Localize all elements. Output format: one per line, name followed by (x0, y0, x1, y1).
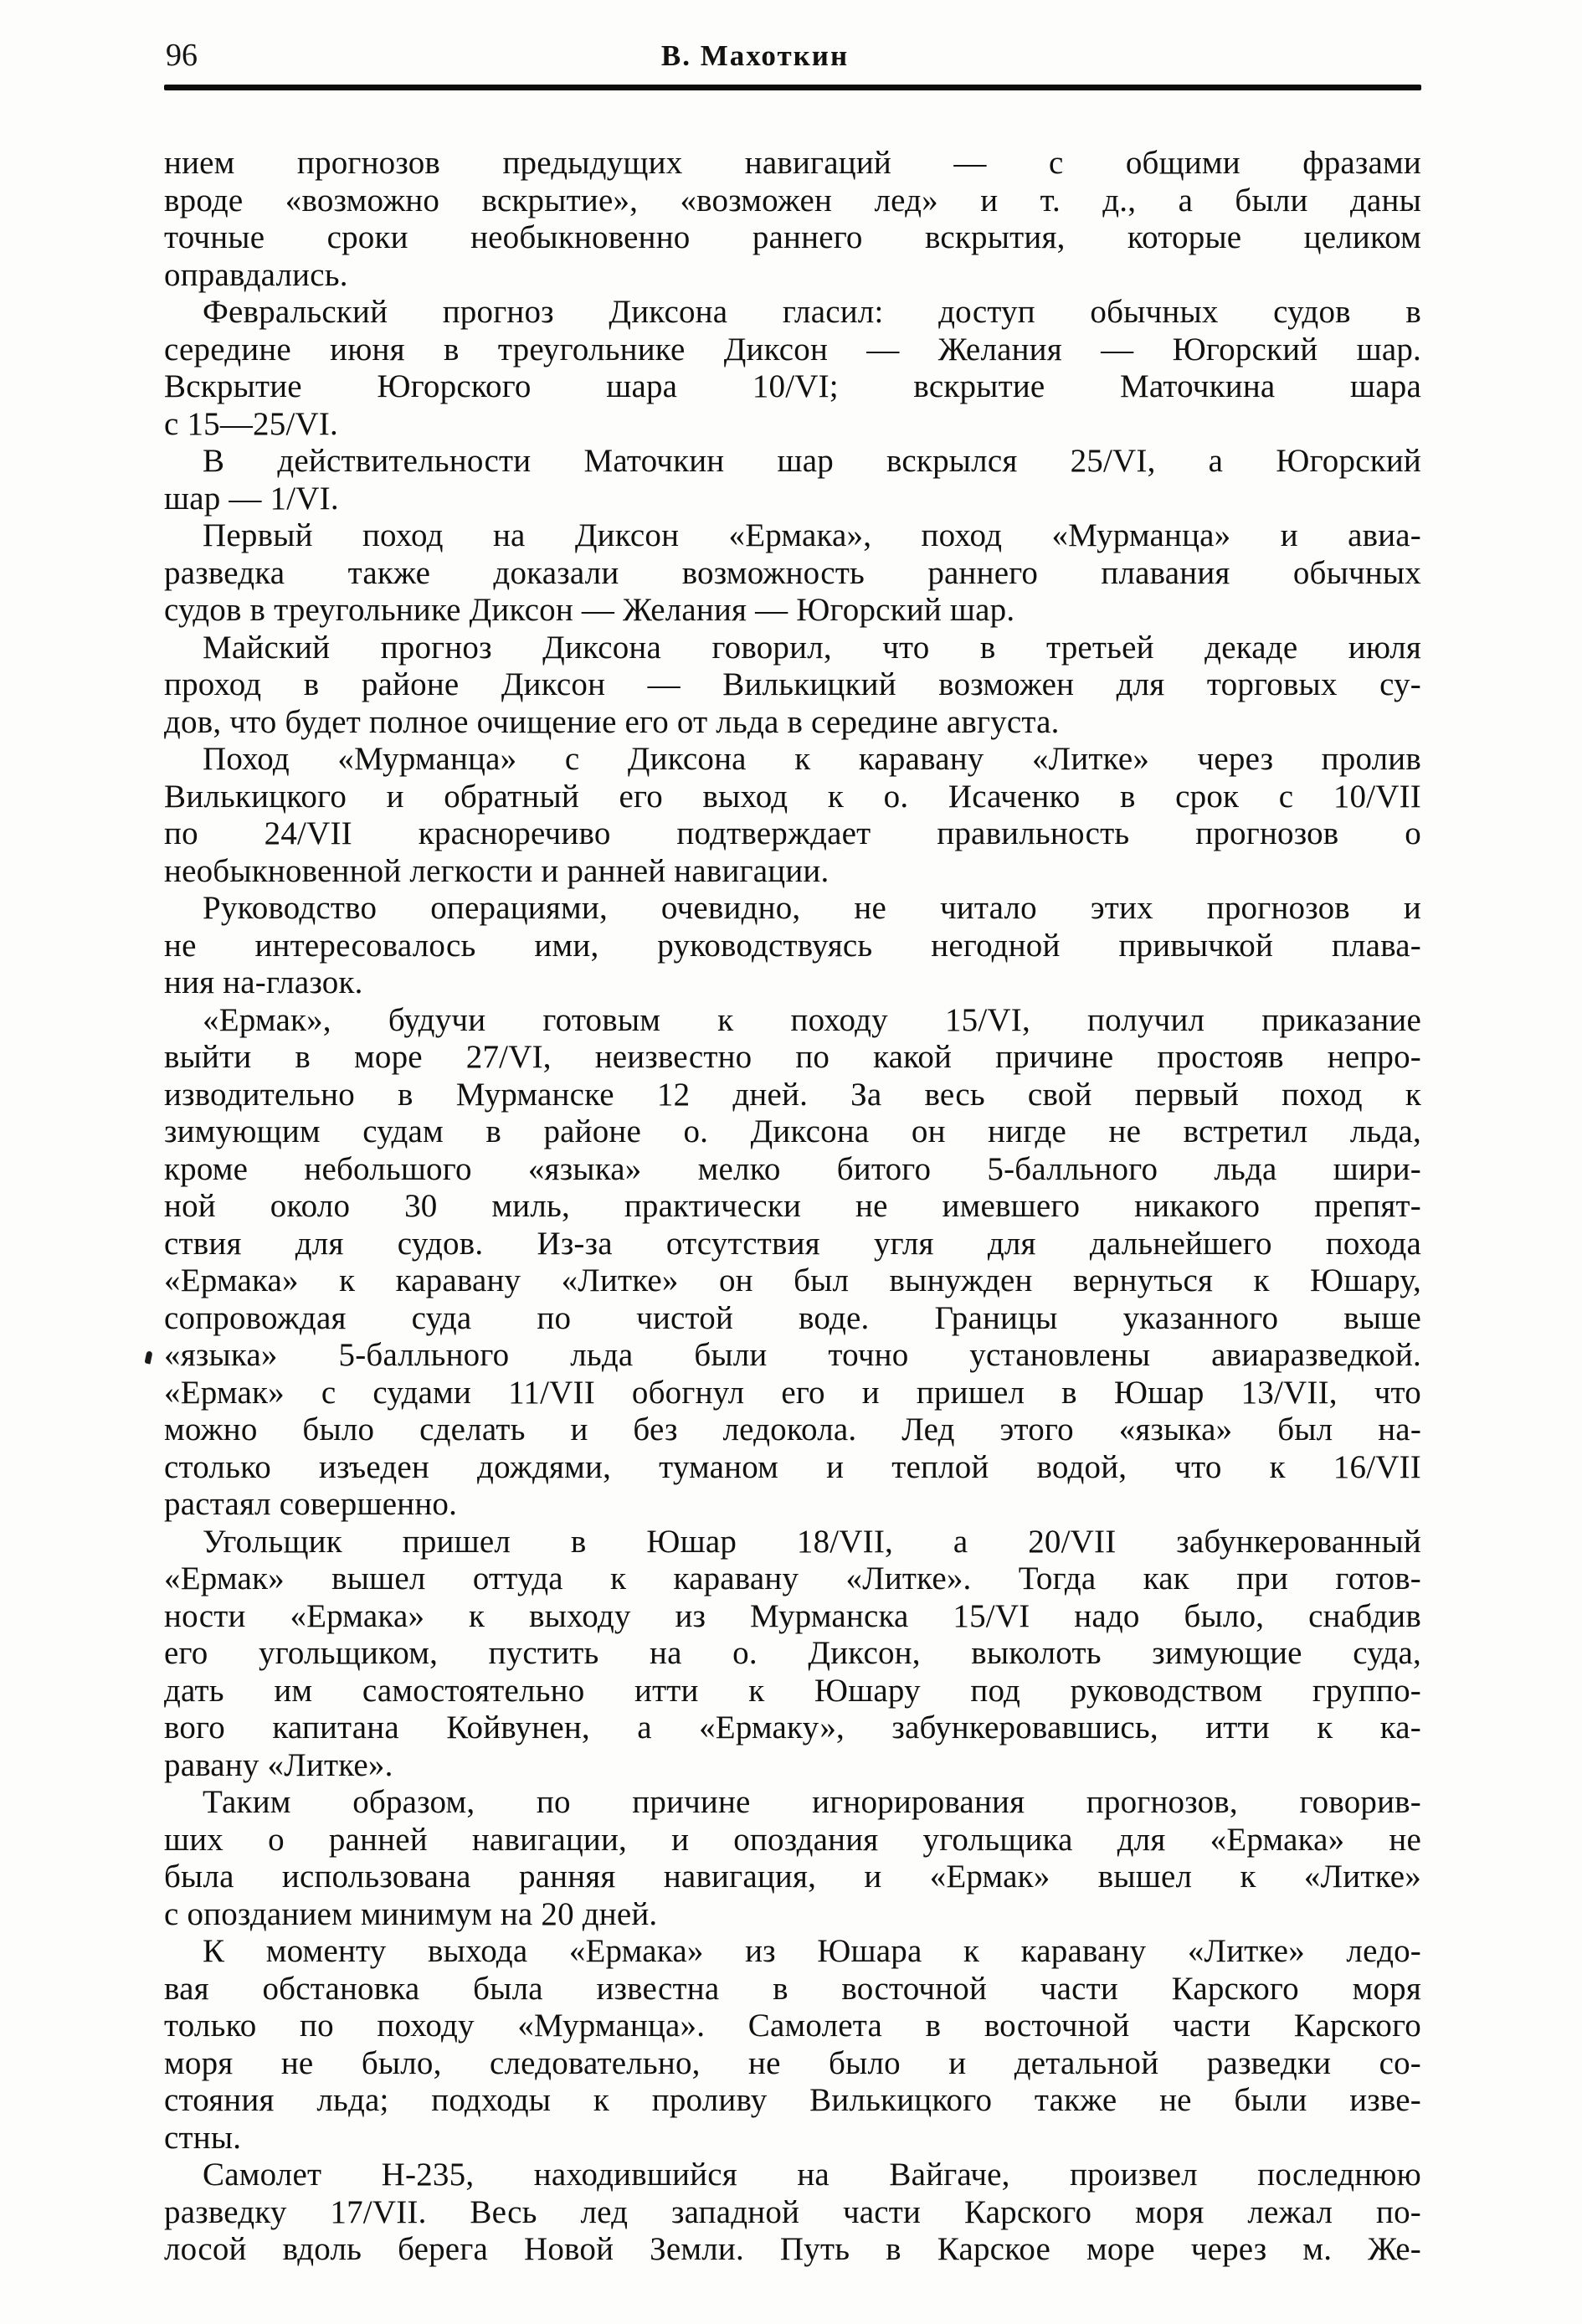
running-title: В. Махоткин (660, 39, 850, 72)
text-line: Майский прогноз Диксона говорил, что в третьей декаде июля (203, 629, 1421, 666)
text-line: проход в районе Диксон — Вилькицкий возможен для торговых су- (164, 666, 1421, 702)
text-line: с опозданием минимум на 20 дней. (164, 1895, 658, 1932)
text-line: оправдались. (164, 256, 348, 293)
text-line: ших о ранней навигации, и опоздания угольщика для «Ермака» не (164, 1821, 1421, 1858)
text-line: ной около 30 миль, практически не имевшего никакого препят- (164, 1188, 1421, 1224)
page-number: 96 (166, 38, 198, 73)
text-line: вого капитана Койвунен, а «Ермаку», забункеровавшись, итти к ка- (164, 1710, 1421, 1746)
text-line: равану «Литке». (164, 1746, 393, 1783)
text-line: «Ермака» к каравану «Литке» он был вынужден вернуться к Юшару, (164, 1262, 1421, 1298)
paragraph (164, 517, 1421, 630)
paragraph (164, 2157, 1421, 2269)
text-line: Поход «Мурманца» с Диксона к каравану «Литке» через пролив (203, 741, 1421, 777)
text-line: Руководство операциями, очевидно, не читало этих прогнозов и (203, 890, 1421, 926)
text-line: можно было сделать и без ледокола. Лед этого «языка» был на- (164, 1411, 1421, 1447)
text-line: нием прогнозов предыдущих навигаций — с общими фразами (164, 145, 1421, 181)
text-line: изводительно в Мурманске 12 дней. За весь свой первый поход к (164, 1076, 1421, 1113)
paragraph (164, 741, 1421, 890)
text-line: ния на-глазок. (164, 964, 363, 1000)
text-line: В действительности Маточкин шар вскрылся 25/VI, а Югорский (203, 443, 1421, 479)
text-line: вроде «возможно вскрытие», «возможен лед» и т. д., а были даны (164, 182, 1421, 219)
text-line: стны. (164, 2119, 242, 2156)
paragraph (164, 1002, 1421, 1524)
text-line: «Ермак» с судами 11/VII обогнул его и пришел в Юшар 13/VII, что (164, 1374, 1421, 1411)
text-line: точные сроки необыкновенно раннего вскрытия, которые целиком (164, 219, 1421, 255)
text-line: середине июня в треугольнике Диксон — Желания — Югорский шар. (164, 331, 1421, 368)
text-line: дать им самостоятельно итти к Юшару под руководством группо- (164, 1672, 1421, 1709)
text-line: Таким образом, по причине игнорирования прогнозов, говорив- (203, 1784, 1421, 1820)
text-line: ности «Ермака» к выходу из Мурманска 15/VI надо было, снабдив (164, 1597, 1421, 1634)
text-line: стояния льда; подходы к проливу Вилькицкого также не были изве- (164, 2082, 1421, 2118)
text-line: сопровождая суда по чистой воде. Границы указанного выше (164, 1299, 1421, 1336)
text-line: моря не было, следовательно, не было и детальной разведки со- (164, 2044, 1421, 2081)
text-line: «языка» 5-балльного льда были точно установлены авиаразведкой. (164, 1337, 1421, 1373)
page-text (164, 145, 1421, 2269)
text-line: «Ермак» вышел оттуда к каравану «Литке». Тогда как при готов- (164, 1560, 1421, 1596)
running-header (164, 39, 1421, 79)
text-line: Угольщик пришел в Юшар 18/VII, а 20/VII забункерованный (203, 1523, 1421, 1560)
text-line: «Ермак», будучи готовым к походу 15/VI, получил приказание (203, 1001, 1421, 1038)
text-line: шар — 1/VI. (164, 480, 339, 517)
paragraph (164, 145, 1421, 294)
text-line: разведка также доказали возможность раннего плавания обычных (164, 554, 1421, 591)
text-line: по 24/VII красноречиво подтверждает правильность прогнозов о (164, 815, 1421, 851)
text-line: столько изъеден дождями, туманом и теплой водой, что к 16/VII (164, 1448, 1421, 1485)
text-line: ствия для судов. Из-за отсутствия угля для дальнейшего похода (164, 1225, 1421, 1262)
paragraph (164, 443, 1421, 517)
paragraph (164, 1784, 1421, 1933)
text-line: с 15—25/VI. (164, 405, 338, 442)
text-line: кроме небольшого «языка» мелко битого 5-балльного льда шири- (164, 1150, 1421, 1187)
text-line: Февральский прогноз Диксона гласил: доступ обычных судов в (203, 294, 1421, 330)
paragraph (164, 1933, 1421, 2157)
paragraph (164, 890, 1421, 1002)
text-line: лосой вдоль берега Новой Земли. Путь в Карское море через м. Же- (164, 2231, 1421, 2267)
text-line: Самолет Н-235, находившийся на Вайгаче, произвел последнюю (203, 2157, 1421, 2193)
header-rule (164, 85, 1421, 90)
text-line: Вскрытие Югорского шара 10/VI; вскрытие Маточкина шара (164, 368, 1421, 404)
text-line: его угольщиком, пустить на о. Диксон, выколоть зимующие суда, (164, 1635, 1421, 1671)
scan-speck (145, 1350, 153, 1364)
text-line: К моменту выхода «Ермака» из Юшара к каравану «Литке» ледо- (203, 1933, 1421, 1969)
text-line: судов в треугольнике Диксон — Желания — Югорский шар. (164, 592, 1015, 628)
text-line: дов, что будет полное очищение его от льда в середине августа. (164, 703, 1060, 740)
text-line: Вилькицкого и обратный его выход к о. Исаченко в срок с 10/VII (164, 778, 1421, 815)
text-line: необыкновенной легкости и ранней навигации. (164, 852, 830, 889)
text-line: вая обстановка была известна в восточной части Карского моря (164, 1970, 1421, 2007)
text-line: разведку 17/VII. Весь лед западной части Карского моря лежал по- (164, 2193, 1421, 2230)
text-line: Первый поход на Диксон «Ермака», поход «Мурманца» и авиа- (203, 517, 1421, 553)
paragraph (164, 1524, 1421, 1785)
text-line: растаял совершенно. (164, 1486, 458, 1522)
text-line: не интересовалось ими, руководствуясь негодной привычкой плава- (164, 927, 1421, 964)
text-line: зимующим судам в районе о. Диксона он нигде не встретил льда, (164, 1113, 1421, 1149)
paragraph (164, 294, 1421, 443)
paragraph (164, 630, 1421, 742)
text-line: только по походу «Мурманца». Самолета в восточной части Карского (164, 2008, 1421, 2044)
text-line: была использована ранняя навигация, и «Ермак» вышел к «Литке» (164, 1859, 1421, 1895)
text-line: выйти в море 27/VI, неизвестно по какой причине простояв непро- (164, 1039, 1421, 1075)
